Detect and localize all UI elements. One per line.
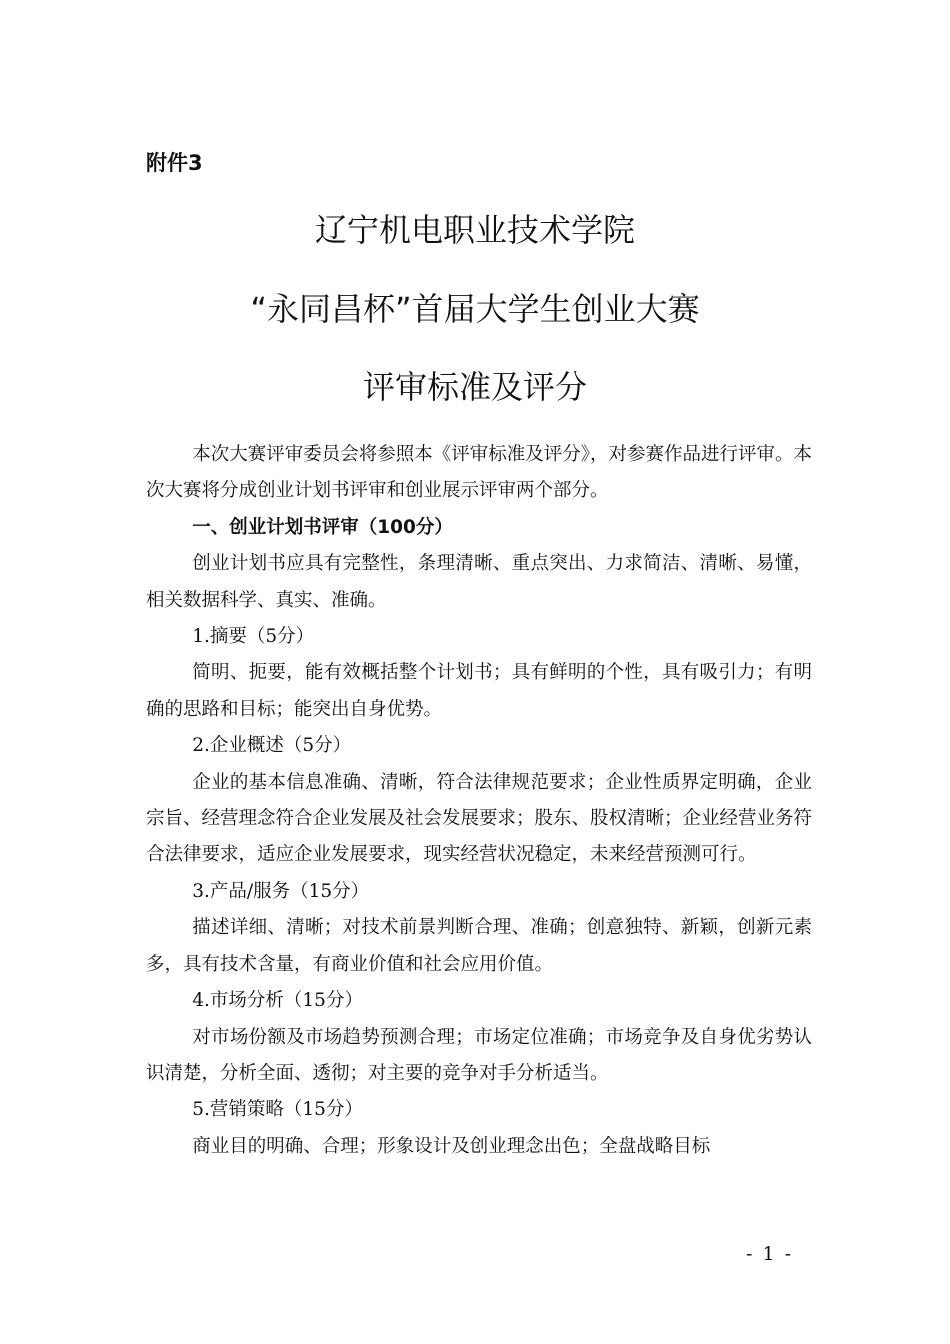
summary-criteria-paragraph: 简明、扼要，能有效概括整个计划书；具有鲜明的个性，具有吸引力；有明确的思路和目标；能突出自身优势。 bbox=[146, 662, 812, 720]
title-line-3: 评审标准及评分 bbox=[362, 368, 587, 406]
title-line-2: “永同昌杯”首届大学生创业大赛 bbox=[250, 290, 700, 328]
page-number: - 1 - bbox=[746, 1243, 794, 1265]
intro-paragraph: 本次大赛评审委员会将参照本《评审标准及评分》，对参赛作品进行评审。本次大赛将分成创业计划书评审和创业展示评审两个部分。 bbox=[146, 444, 813, 502]
plan-requirements-paragraph: 创业计划书应具有完整性，条理清晰、重点突出、力求简洁、清晰、易懂，相关数据科学、真实、准确。 bbox=[146, 553, 812, 611]
company-overview-criteria-paragraph: 企业的基本信息准确、清晰，符合法律规范要求；企业性质界定明确，企业宗旨、经营理念符合企业发展及社会发展要求；股东、股权清晰；企业经营业务符合法律要求，适应企业发展要求，现实经营状况稳定，未来经营预测可行。 bbox=[146, 771, 813, 866]
subheading-company-overview: 2.企业概述（5分） bbox=[192, 735, 352, 757]
document-body bbox=[146, 437, 812, 1165]
product-service-criteria-paragraph: 描述详细、清晰；对技术前景判断合理、准确；创意独特、新颖，创新元素多，具有技术含量，有商业价值和社会应用价值。 bbox=[146, 917, 812, 975]
subheading-summary: 1.摘要（5分） bbox=[192, 626, 315, 648]
subheading-market-analysis: 4.市场分析（15分） bbox=[192, 990, 363, 1012]
market-analysis-criteria-paragraph: 对市场份额及市场趋势预测合理；市场定位准确；市场竞争及自身优劣势认识清楚，分析全面、透彻；对主要的竞争对手分析适当。 bbox=[146, 1026, 812, 1084]
attachment-label: 附件3 bbox=[146, 151, 203, 175]
section-heading-plan-review: 一、创业计划书评审（100分） bbox=[192, 516, 453, 538]
marketing-strategy-criteria-paragraph: 商业目的明确、合理；形象设计及创业理念出色；全盘战略目标 bbox=[192, 1135, 711, 1157]
subheading-product-service: 3.产品/服务（15分） bbox=[192, 880, 370, 902]
subheading-marketing-strategy: 5.营销策略（15分） bbox=[192, 1099, 363, 1121]
title-line-1: 辽宁机电职业技术学院 bbox=[314, 211, 635, 249]
